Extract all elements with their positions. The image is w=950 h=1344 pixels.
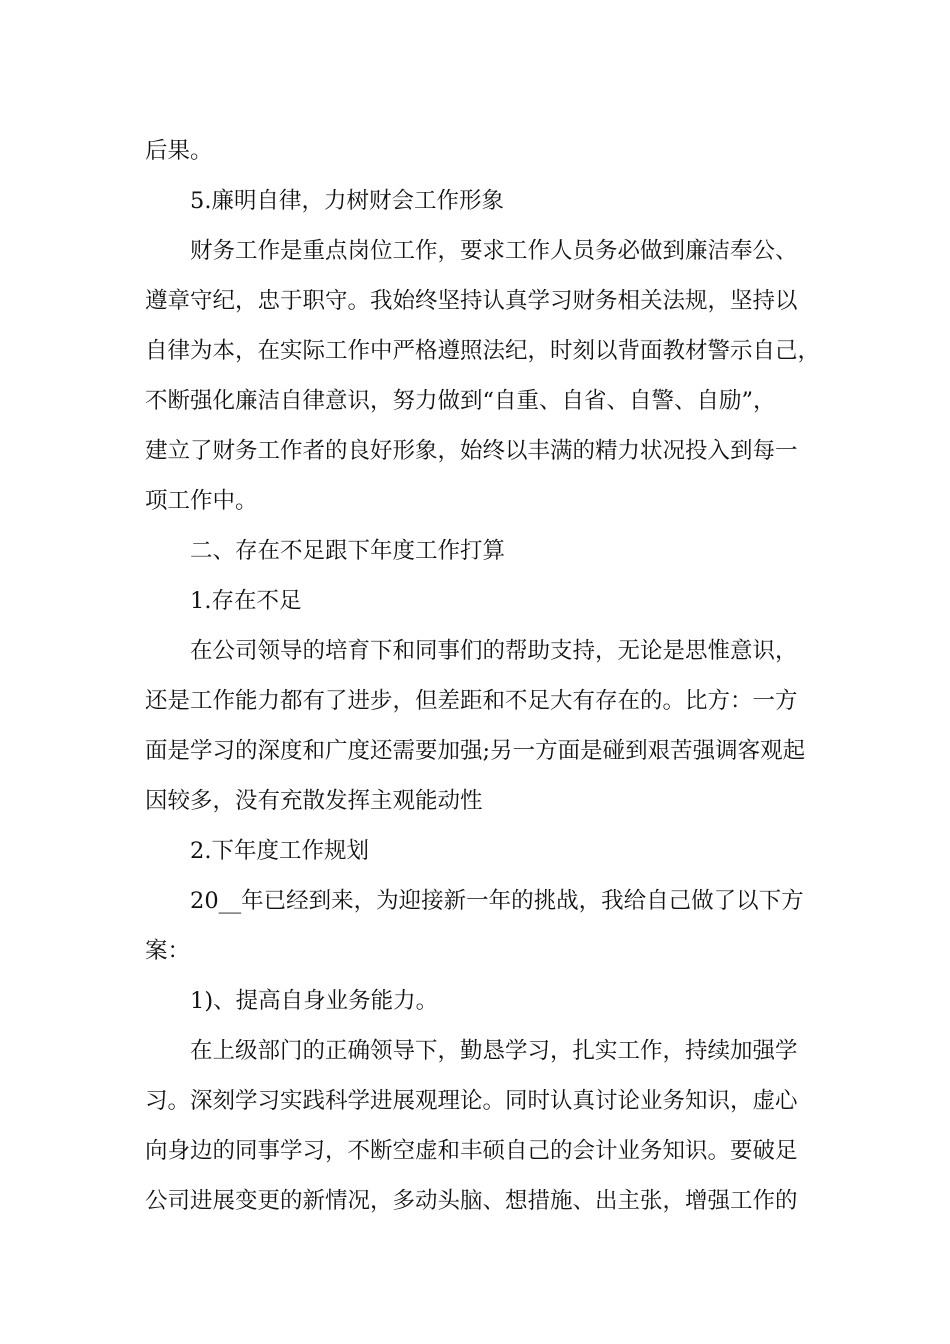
text-line: 面是学习的深度和广度还需要加强;另一方面是碰到艰苦强调客观起	[145, 738, 806, 764]
section-heading: 2.下年度工作规划	[190, 838, 369, 864]
section-heading: 1)、提高自身业务能力。	[190, 988, 439, 1014]
text-line: 自律为本，在实际工作中严格遵照法纪，时刻以背面教材警示自己，	[145, 338, 821, 364]
text-line: 在公司领导的培育下和同事们的帮助支持，无论是思惟意识，	[190, 638, 798, 664]
text-line: 案：	[145, 938, 191, 964]
text-line: 项工作中。	[145, 488, 258, 514]
text-line: 不断强化廉洁自律意识，努力做到“自重、自省、自警、自励”，	[145, 388, 776, 414]
text-line: 向身边的同事学习，不断空虚和丰硕自己的会计业务知识。要破足	[145, 1138, 798, 1164]
text-line: 财务工作是重点岗位工作，要求工作人员务必做到廉洁奉公、	[190, 238, 798, 264]
section-heading: 二、存在不足跟下年度工作打算	[190, 538, 506, 564]
text-line: 因较多，没有充散发挥主观能动性	[145, 788, 483, 814]
section-heading: 1.存在不足	[190, 588, 302, 614]
text-line: 习。深刻学习实践科学进展观理论。同时认真讨论业务知识，虚心	[145, 1088, 798, 1114]
text-line: 在上级部门的正确领导下，勤恳学习，扎实工作，持续加强学	[190, 1038, 798, 1064]
text-line: 公司进展变更的新情况，多动头脑、想措施、出主张，增强工作的	[145, 1188, 798, 1214]
section-heading: 5.廉明自律，力树财会工作形象	[190, 188, 504, 214]
text-line: 后果。	[145, 138, 213, 164]
text-line: 建立了财务工作者的良好形象，始终以丰满的精力状况投入到每一	[145, 438, 798, 464]
text-line: 遵章守纪，忠于职守。我始终坚持认真学习财务相关法规，坚持以	[145, 288, 798, 314]
text-line: 20__年已经到来，为迎接新一年的挑战，我给自己做了以下方	[190, 888, 804, 914]
text-line: 还是工作能力都有了进步，但差距和不足大有存在的。比方：一方	[145, 688, 798, 714]
